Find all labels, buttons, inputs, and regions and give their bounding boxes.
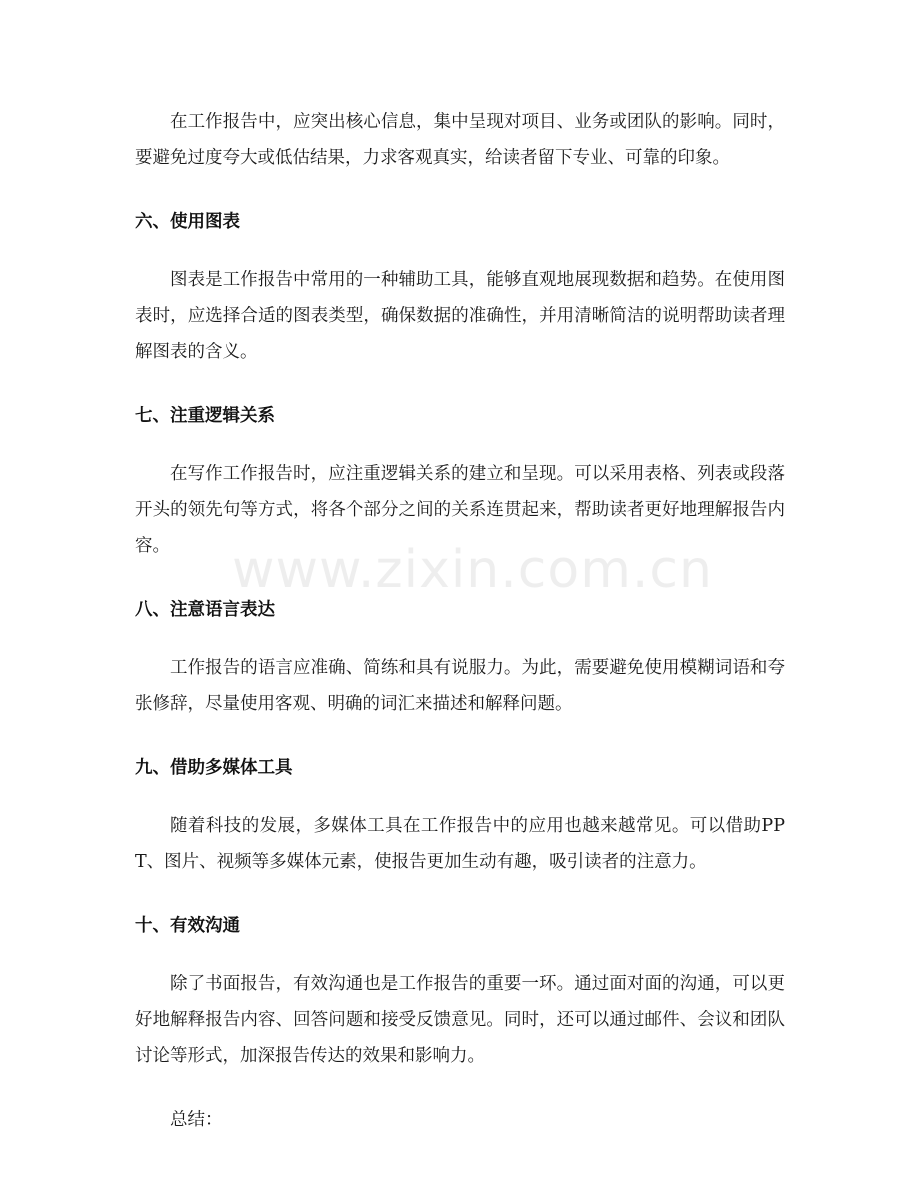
- section-heading-logic: 七、注重逻辑关系: [135, 406, 275, 426]
- intro-paragraph: 在工作报告中，应突出核心信息，集中呈现对项目、业务或团队的影响。同时，要避免过度夸大或低估结果，力求客观真实，给读者留下专业、可靠的印象。: [135, 112, 785, 168]
- section-body-multimedia: 随着科技的发展，多媒体工具在工作报告中的应用也越来越常见。可以借助PPT、图片、视频等多媒体元素，使报告更加生动有趣，吸引读者的注意力。: [135, 816, 785, 872]
- section-heading-charts: 六、使用图表: [135, 212, 240, 232]
- section-body-charts: 图表是工作报告中常用的一种辅助工具，能够直观地展现数据和趋势。在使用图表时，应选择合适的图表类型，确保数据的准确性，并用清晰简洁的说明帮助读者理解图表的含义。: [135, 270, 785, 362]
- section-body-language: 工作报告的语言应准确、简练和具有说服力。为此，需要避免使用模糊词语和夸张修辞，尽量使用客观、明确的词汇来描述和解释问题。: [135, 658, 785, 714]
- section-heading-multimedia: 九、借助多媒体工具: [135, 758, 293, 778]
- summary-label: 总结：: [170, 1110, 223, 1130]
- document-content: [135, 104, 785, 1138]
- watermark: www.zixin.com.cn: [232, 540, 713, 600]
- section-body-communication: 除了书面报告，有效沟通也是工作报告的重要一环。通过面对面的沟通，可以更好地解释报告内容、回答问题和接受反馈意见。同时，还可以通过邮件、会议和团队讨论等形式，加深报告传达的效果和影响力。: [135, 974, 785, 1066]
- section-heading-language: 八、注意语言表达: [135, 600, 275, 620]
- section-body-logic: 在写作工作报告时，应注重逻辑关系的建立和呈现。可以采用表格、列表或段落开头的领先句等方式，将各个部分之间的关系连贯起来，帮助读者更好地理解报告内容。: [135, 464, 785, 556]
- section-heading-communication: 十、有效沟通: [135, 916, 240, 936]
